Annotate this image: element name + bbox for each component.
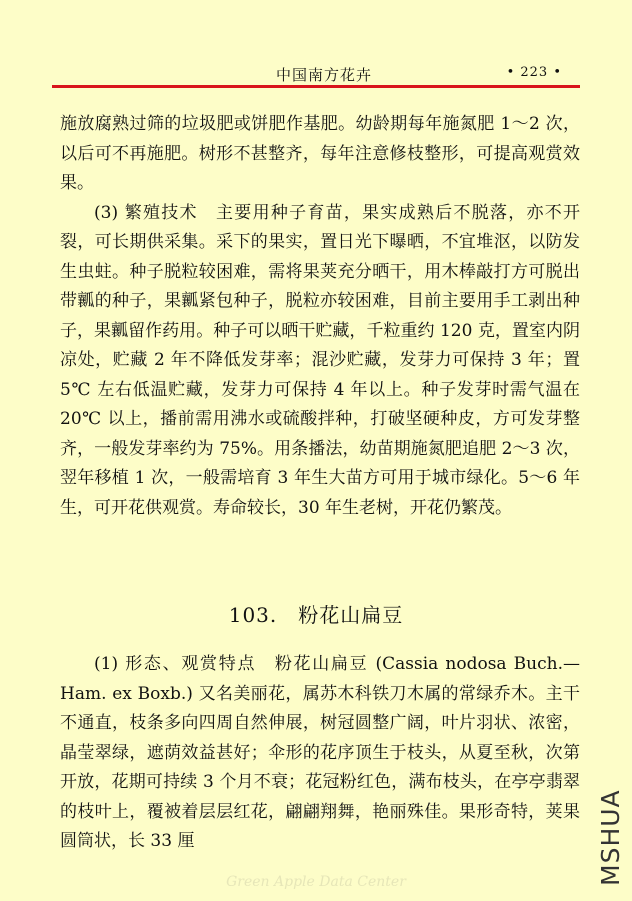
paragraph-fertilizer: 施放腐熟过筛的垃圾肥或饼肥作基肥。幼龄期每年施氮肥 1～2 次，以后可不再施肥。树形不甚整齐，每年注意修枝整形，可提高观赏效果。 bbox=[60, 114, 580, 193]
book-title: 中国南方花卉 bbox=[276, 66, 373, 84]
page-header bbox=[52, 62, 580, 86]
paragraph-propagation: (3) 繁殖技术 主要用种子育苗，果实成熟后不脱落，亦不开裂，可长期供采集。采下的果实，置日光下曝晒，不宜堆沤，以防发生虫蛀。种子脱粒较困难，需将果荚充分晒干，用木棒敲打方可脱出带瓤的种子，果瓤紧包种子，脱粒亦较困难，目前主要用手工剥出种子，果瓤留作药用。种子可以晒干贮藏，千粒重约 120 克，置室内阴凉处，贮藏 2 年不降低发芽率；混沙贮藏，发芽力可保持 3 年；置 5℃ 左右低温贮藏，发芽力可保持 4 年以上。种子发芽时需气温在 20℃ 以上，播前需用沸水或硫酸拌种，打破坚硬种皮，方可发芽整齐，一般发芽率约为 75%。用条播法，幼苗期施氮肥追肥 2～3 次，翌年移植 1 次，一般需培育 3 年生大苗方可用于城市绿化。5～6 年生，可开花供观赏。寿命较长，30 年生老树，开花仍繁茂。 bbox=[60, 202, 580, 518]
section-body bbox=[60, 650, 580, 857]
page-number: • 223 • bbox=[506, 65, 562, 80]
header-rule bbox=[52, 85, 580, 88]
body-text bbox=[60, 110, 580, 523]
side-watermark bbox=[596, 786, 624, 886]
bottom-watermark: Green Apple Data Center bbox=[226, 874, 406, 890]
section-title: 103. 粉花山扁豆 bbox=[228, 603, 404, 627]
paragraph-morphology: (1) 形态、观赏特点 粉花山扁豆 (Cassia nodosa Buch.—Ham. ex Boxb.) 又名美丽花，属苏木科铁刀木属的常绿乔木。主干不通直，枝条多向四周自然伸展，树冠圆整广阔，叶片羽状、浓密，晶莹翠绿，遮荫效益甚好；伞形的花序顶生于枝头，从夏至秋，次第开放，花期可持续 3 个月不衰；花冠粉红色，满布枝头，在亭亭翡翠的枝叶上，覆被着层层红花，翩翩翔舞，艳丽殊佳。果形奇特，荚果圆筒状，长 33 厘 bbox=[60, 654, 580, 851]
side-watermark-text: MSHUA bbox=[596, 789, 625, 886]
